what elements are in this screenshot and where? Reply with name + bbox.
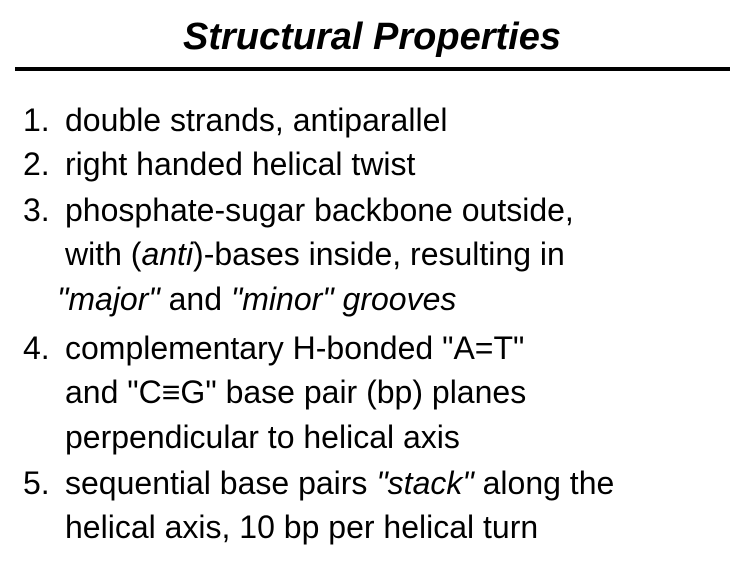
text-segment: )-bases inside, resulting in: [193, 236, 565, 272]
text-segment: with (: [65, 236, 142, 272]
list-item-text-continued: helical axis, 10 bp per helical turn: [65, 509, 539, 545]
title-divider: [15, 67, 730, 71]
list-item-text-continued: [65, 232, 565, 276]
page-title: Structural Properties: [183, 16, 561, 58]
list-item-text: [65, 461, 614, 505]
italic-term-stack: "stack": [376, 465, 474, 501]
italic-term-minor-grooves: "minor" grooves: [230, 281, 457, 317]
text-segment: along the: [473, 465, 615, 501]
text-segment: and: [159, 281, 231, 317]
list-item-text-continued: [57, 277, 456, 321]
list-item-number: 1.: [23, 102, 50, 138]
italic-term-anti: anti: [141, 236, 194, 272]
list-item-text: complementary H-bonded "A=T": [65, 330, 525, 366]
list-item-number: 3.: [23, 192, 50, 228]
list-item-number: 4.: [23, 330, 50, 366]
list-item-text-continued: and "C≡G" base pair (bp) planes: [65, 374, 527, 410]
text-segment: sequential base pairs: [65, 465, 377, 501]
list-item-text-continued: perpendicular to helical axis: [65, 419, 460, 455]
list-item-number: 2.: [23, 146, 50, 182]
list-item-number: 5.: [23, 465, 50, 501]
italic-term-major: "major": [57, 281, 160, 317]
list-item-text: right handed helical twist: [65, 146, 416, 182]
list-item-text: double strands, antiparallel: [65, 102, 448, 138]
list-item-text: phosphate-sugar backbone outside,: [65, 192, 574, 228]
